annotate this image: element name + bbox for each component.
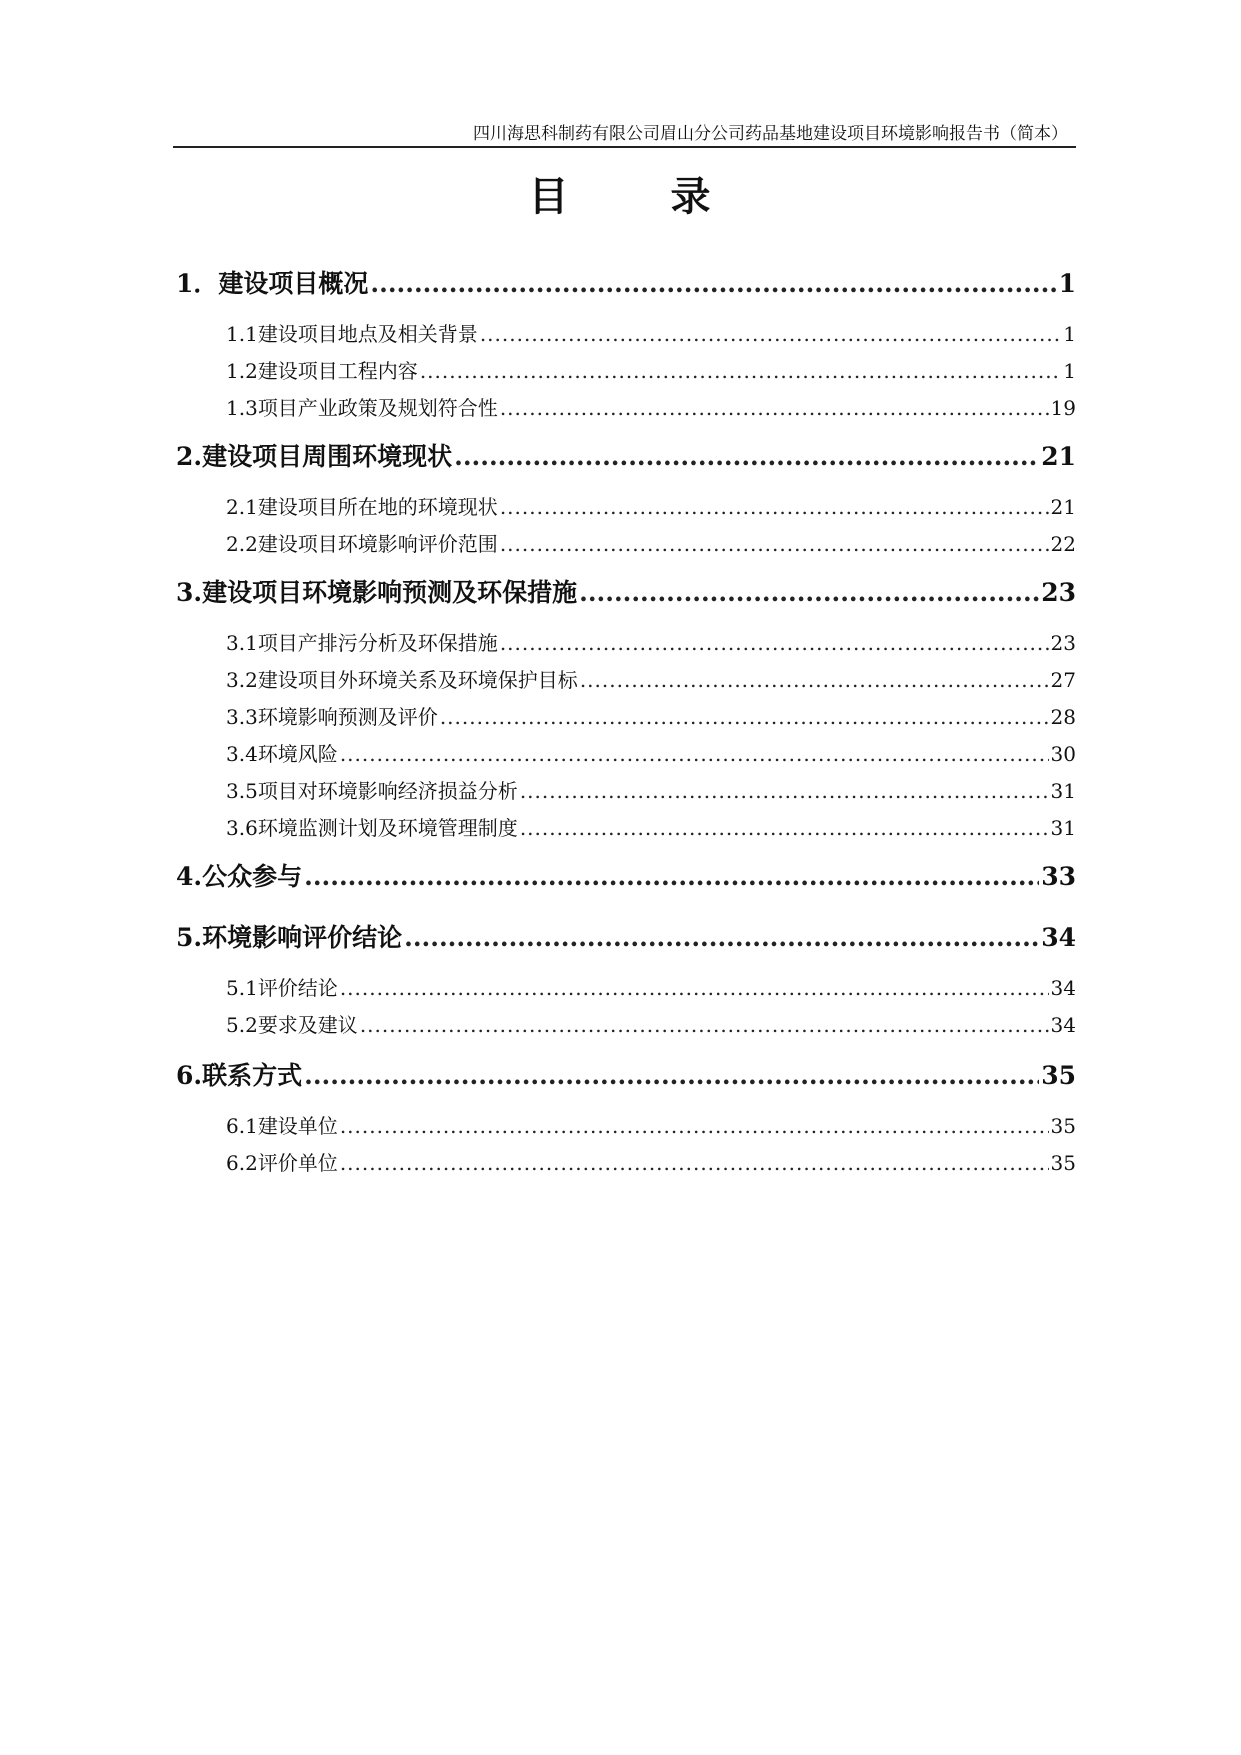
toc-page: 21 bbox=[1050, 495, 1076, 519]
toc-number: 3.5 bbox=[226, 779, 258, 803]
toc-label: 评价单位 bbox=[257, 1151, 338, 1175]
toc-entry-2-1[interactable] bbox=[226, 491, 1076, 520]
toc-page: 23 bbox=[1050, 631, 1076, 655]
toc-page: 22 bbox=[1050, 532, 1076, 556]
toc-entry-4[interactable] bbox=[176, 857, 1076, 893]
toc-number: 1． bbox=[176, 269, 219, 298]
toc-entry-2[interactable] bbox=[176, 437, 1076, 473]
toc-page: 31 bbox=[1050, 779, 1076, 803]
toc-label: 项目对环境影响经济损益分析 bbox=[257, 779, 518, 803]
toc-leader bbox=[340, 742, 1049, 766]
toc-page: 27 bbox=[1050, 668, 1076, 692]
toc-leader bbox=[340, 976, 1049, 1000]
toc-entry-5-2[interactable] bbox=[226, 1009, 1076, 1038]
title-char-left: 目 bbox=[528, 173, 571, 220]
toc-leader bbox=[500, 396, 1049, 420]
toc-label: 环境监测计划及环境管理制度 bbox=[257, 816, 518, 840]
toc-leader bbox=[304, 1061, 1039, 1090]
toc-number: 1.3 bbox=[226, 396, 258, 420]
toc-entry-3-4[interactable] bbox=[226, 738, 1076, 767]
toc-leader bbox=[440, 705, 1049, 729]
toc-leader bbox=[480, 322, 1061, 346]
toc-label: 建设项目工程内容 bbox=[257, 359, 418, 383]
toc-leader bbox=[500, 631, 1049, 655]
toc-leader bbox=[404, 923, 1039, 952]
toc-entry-1-2[interactable] bbox=[226, 355, 1076, 384]
toc-number: 6.2 bbox=[226, 1151, 258, 1175]
toc-entry-1-1[interactable] bbox=[226, 318, 1076, 347]
toc-page: 34 bbox=[1050, 1013, 1076, 1037]
toc-label: 建设项目概况 bbox=[218, 269, 369, 298]
toc-label: 建设项目地点及相关背景 bbox=[257, 322, 478, 346]
toc-number: 3.4 bbox=[226, 742, 258, 766]
toc-entry-1[interactable] bbox=[176, 264, 1076, 300]
toc-entry-3[interactable] bbox=[176, 573, 1076, 609]
header-text: 四川海思科制药有限公司眉山分公司药品基地建设项目环境影响报告书（简本） bbox=[473, 124, 1068, 144]
toc-leader bbox=[454, 442, 1039, 471]
toc-number: 1.2 bbox=[226, 359, 258, 383]
toc-number: 3.6 bbox=[226, 816, 258, 840]
toc-number: 3.3 bbox=[226, 705, 258, 729]
toc-leader bbox=[520, 816, 1049, 840]
toc-entry-6-1[interactable] bbox=[226, 1110, 1076, 1139]
toc-page: 33 bbox=[1041, 862, 1076, 891]
toc-number: 5. bbox=[176, 923, 203, 952]
toc-entry-2-2[interactable] bbox=[226, 528, 1076, 557]
toc-page: 35 bbox=[1041, 1061, 1076, 1090]
toc-page: 28 bbox=[1050, 705, 1076, 729]
toc-number: 6.1 bbox=[226, 1114, 258, 1138]
toc-leader bbox=[304, 862, 1039, 891]
page-header bbox=[173, 116, 1076, 148]
toc-entry-3-6[interactable] bbox=[226, 812, 1076, 841]
toc-entry-3-5[interactable] bbox=[226, 775, 1076, 804]
toc-number: 3.2 bbox=[226, 668, 258, 692]
toc-label: 项目产业政策及规划符合性 bbox=[257, 396, 498, 420]
toc-leader bbox=[520, 779, 1049, 803]
toc-entry-3-1[interactable] bbox=[226, 627, 1076, 656]
toc-number: 6. bbox=[176, 1061, 203, 1090]
toc-page: 1 bbox=[1063, 359, 1076, 383]
toc-label: 环境影响评价结论 bbox=[202, 923, 403, 952]
toc-page: 34 bbox=[1050, 976, 1076, 1000]
toc-entry-3-3[interactable] bbox=[226, 701, 1076, 730]
toc-page: 19 bbox=[1050, 396, 1076, 420]
toc-label: 环境风险 bbox=[257, 742, 338, 766]
toc-number: 5.2 bbox=[226, 1013, 258, 1037]
toc-label: 建设项目所在地的环境现状 bbox=[257, 495, 498, 519]
toc-entry-6-2[interactable] bbox=[226, 1147, 1076, 1176]
toc-entry-1-3[interactable] bbox=[226, 392, 1076, 421]
toc-label: 公众参与 bbox=[202, 862, 303, 891]
toc-number: 2.2 bbox=[226, 532, 258, 556]
title-char-right: 录 bbox=[670, 173, 713, 220]
toc-number: 5.1 bbox=[226, 976, 258, 1000]
toc-entry-5-1[interactable] bbox=[226, 972, 1076, 1001]
toc-label: 建设项目环境影响预测及环保措施 bbox=[202, 578, 578, 607]
toc-page: 1 bbox=[1063, 322, 1076, 346]
toc-number: 1.1 bbox=[226, 322, 258, 346]
toc-number: 3.1 bbox=[226, 631, 258, 655]
toc-leader bbox=[500, 532, 1049, 556]
toc-entry-5[interactable] bbox=[176, 918, 1076, 954]
toc-label: 要求及建议 bbox=[257, 1013, 358, 1037]
toc-label: 环境影响预测及评价 bbox=[257, 705, 438, 729]
toc-leader bbox=[420, 359, 1061, 383]
toc-page: 34 bbox=[1041, 923, 1076, 952]
toc-leader bbox=[360, 1013, 1049, 1037]
toc-leader bbox=[500, 495, 1049, 519]
toc-label: 建设项目周围环境现状 bbox=[202, 442, 453, 471]
toc-entry-3-2[interactable] bbox=[226, 664, 1076, 693]
toc-page: 21 bbox=[1041, 442, 1076, 471]
toc-label: 建设项目环境影响评价范围 bbox=[257, 532, 498, 556]
toc-number: 4. bbox=[176, 862, 203, 891]
toc-number: 2.1 bbox=[226, 495, 258, 519]
page-title bbox=[0, 165, 1241, 222]
toc-leader bbox=[370, 269, 1056, 298]
toc-page: 31 bbox=[1050, 816, 1076, 840]
toc-page: 1 bbox=[1058, 269, 1076, 298]
toc-leader bbox=[340, 1151, 1049, 1175]
toc-label: 项目产排污分析及环保措施 bbox=[257, 631, 498, 655]
toc-label: 联系方式 bbox=[202, 1061, 303, 1090]
toc-page: 30 bbox=[1050, 742, 1076, 766]
toc-page: 35 bbox=[1050, 1114, 1076, 1138]
toc-label: 评价结论 bbox=[257, 976, 338, 1000]
toc-page: 35 bbox=[1050, 1151, 1076, 1175]
toc-label: 建设项目外环境关系及环境保护目标 bbox=[257, 668, 578, 692]
toc-entry-6[interactable] bbox=[176, 1056, 1076, 1092]
toc-leader bbox=[340, 1114, 1049, 1138]
toc-label: 建设单位 bbox=[257, 1114, 338, 1138]
toc-leader bbox=[580, 668, 1049, 692]
toc-page: 23 bbox=[1041, 578, 1076, 607]
toc-number: 2. bbox=[176, 442, 203, 471]
toc-number: 3. bbox=[176, 578, 203, 607]
toc-leader bbox=[579, 578, 1039, 607]
